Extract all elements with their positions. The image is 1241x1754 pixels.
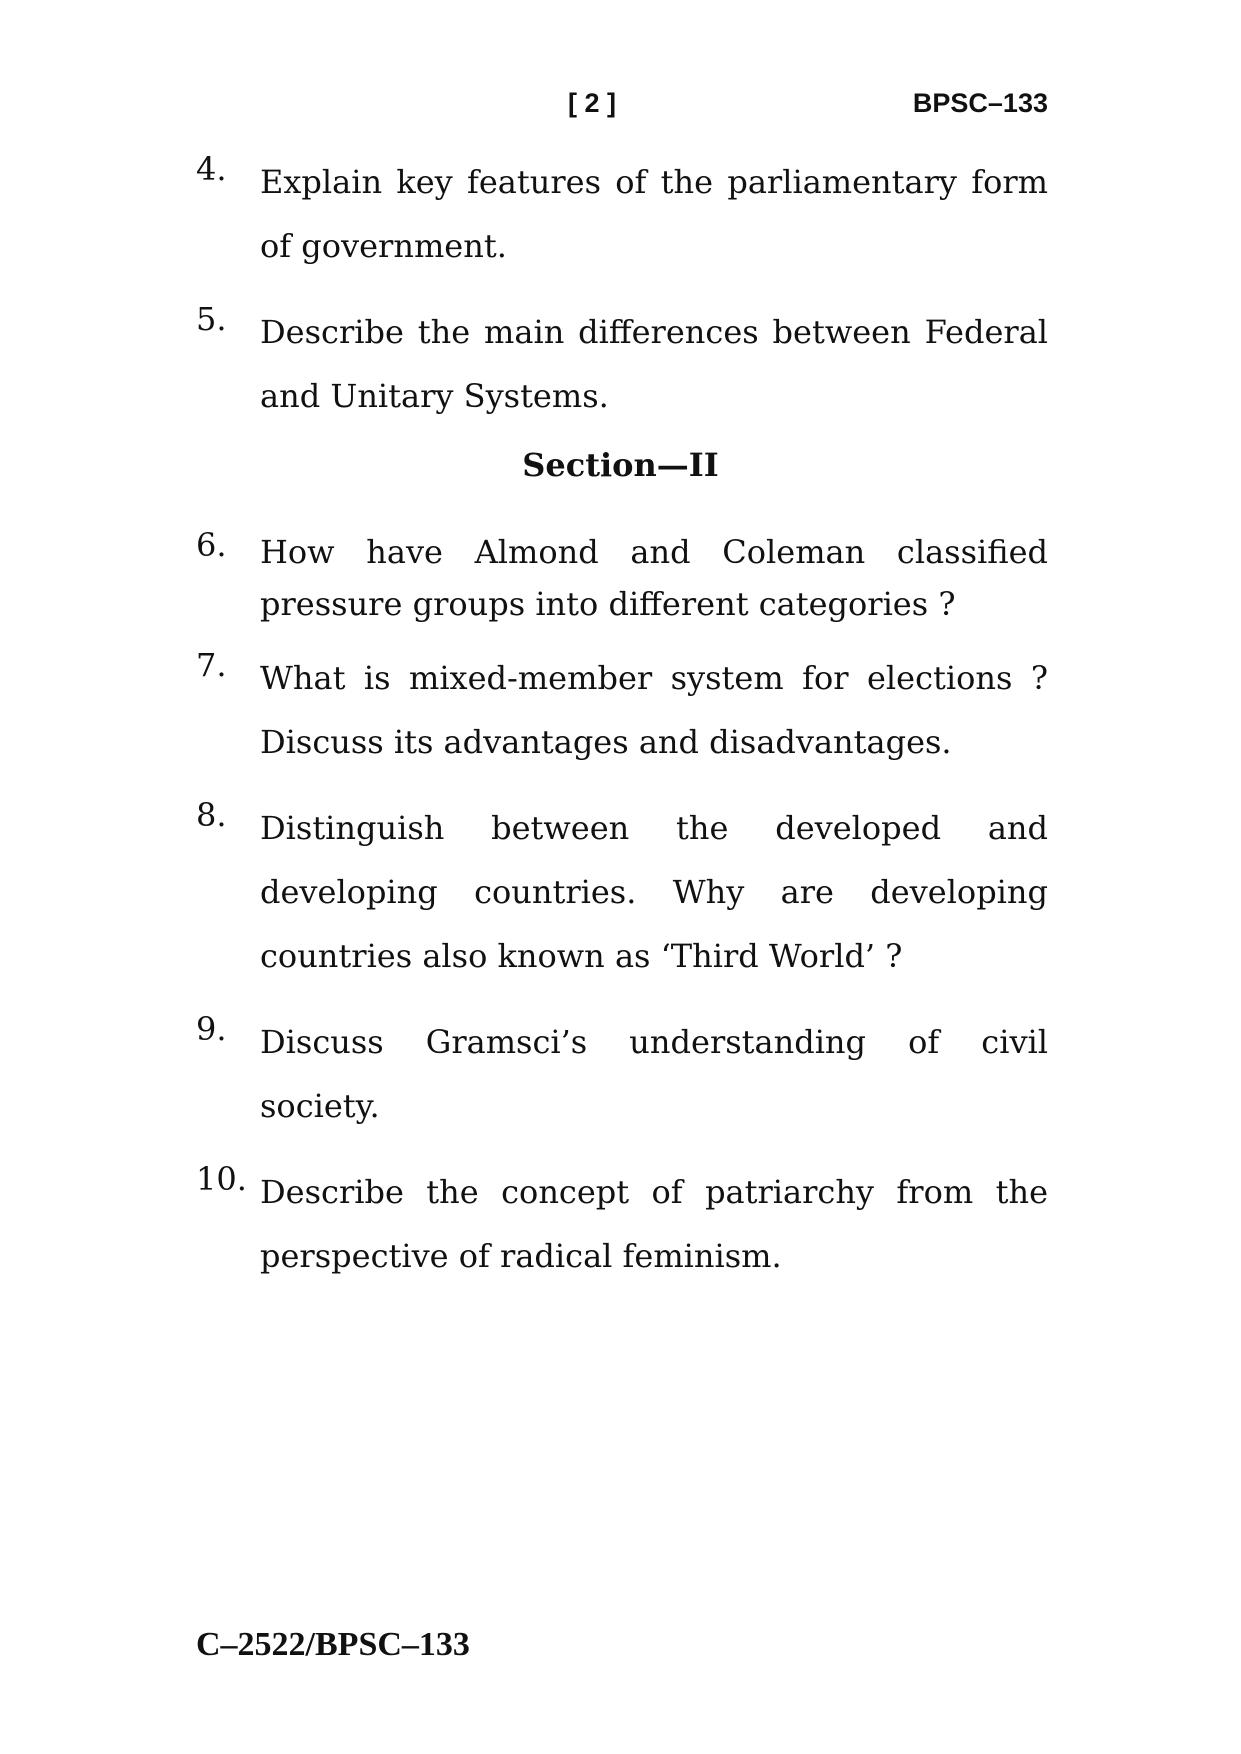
question-10	[196, 1160, 1048, 1288]
question-text: Describe the concept of patriarchy from the perspective of radical feminism.	[260, 1173, 1048, 1275]
question-4	[196, 150, 1048, 278]
question-number: 8.	[196, 796, 227, 834]
question-number: 9.	[196, 1010, 227, 1048]
question-8	[196, 796, 1048, 988]
question-text: How have Almond and Coleman classified pressure groups into different categories ?	[260, 533, 1048, 623]
footer-code: C–2522/BPSC–133	[196, 1626, 470, 1663]
question-number: 4.	[196, 150, 227, 188]
question-number: 7.	[196, 646, 227, 684]
question-6	[196, 526, 1048, 630]
question-number: 10.	[196, 1160, 247, 1198]
question-number: 5.	[196, 300, 227, 338]
question-text: Describe the main differences between Federal and Unitary Systems.	[260, 313, 1048, 415]
paper-code: BPSC–133	[912, 88, 1048, 118]
question-number: 6.	[196, 526, 227, 564]
question-9	[196, 1010, 1048, 1138]
page-number: [ 2 ]	[568, 88, 617, 118]
question-text: Discuss Gramsci’s understanding of civil society.	[260, 1023, 1048, 1125]
question-text: Distinguish between the developed and developing countries. Why are developing countries also known as ‘Third World’ ?	[260, 809, 1048, 975]
question-7	[196, 646, 1048, 774]
question-5	[196, 300, 1048, 428]
question-text: Explain key features of the parliamentary form of government.	[260, 163, 1048, 265]
section-title: Section—II	[522, 446, 719, 484]
question-text: What is mixed-member system for elections ? Discuss its advantages and disadvantages.	[260, 659, 1048, 761]
